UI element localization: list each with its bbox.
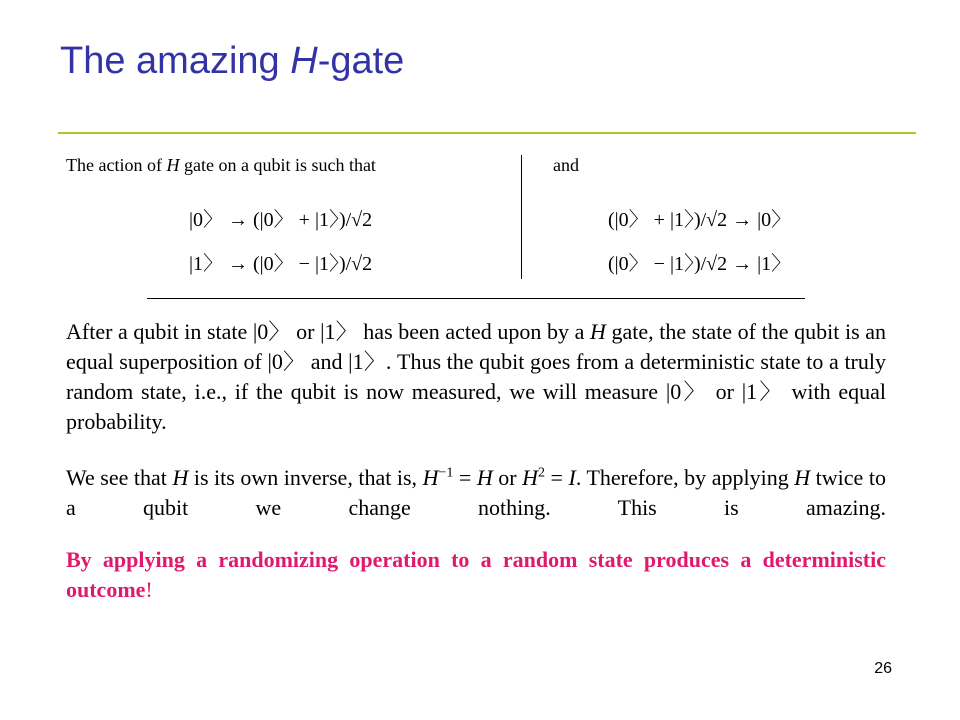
equation-h-on-minus: (|0〉 − |1〉)/√2 → |1〉 [608, 253, 792, 275]
slide-title: The amazing H-gate [60, 40, 405, 82]
paragraph-inverse: We see that H is its own inverse, that is, $H^{-1} = H$ or $H^2 = I$. Therefore, by applying H twice to a qubit we change nothing. This is amazing. [66, 465, 886, 520]
intro-left-text: The action of H gate on a qubit is such that [66, 155, 376, 175]
page-number: 26 [874, 660, 892, 677]
equation-h-on-zero: |0〉 → (|0〉 + |1〉)/√2 [189, 209, 373, 231]
equation-h-on-plus: (|0〉 + |1〉)/√2 → |0〉 [608, 209, 792, 231]
vertical-divider [521, 155, 522, 279]
paragraph-highlight: By applying a randomizing operation to a random state produces a deterministic outcome! [66, 547, 886, 602]
equation-h-on-one: |1〉 → (|0〉 − |1〉)/√2 [189, 253, 373, 275]
title-divider [58, 132, 916, 134]
equation-underline [147, 298, 805, 299]
intro-right-text: and [553, 155, 579, 175]
paragraph-superposition: After a qubit in state |0〉 or |1〉 has been acted upon by a H gate, the state of the qubit is an equal superposition of |0〉 and |1〉. Thus the qubit goes from a deterministic state to a truly random state, i.e., if the qubit is now measured, we will measure |0〉 or |1〉 with equal probability. [66, 319, 887, 434]
